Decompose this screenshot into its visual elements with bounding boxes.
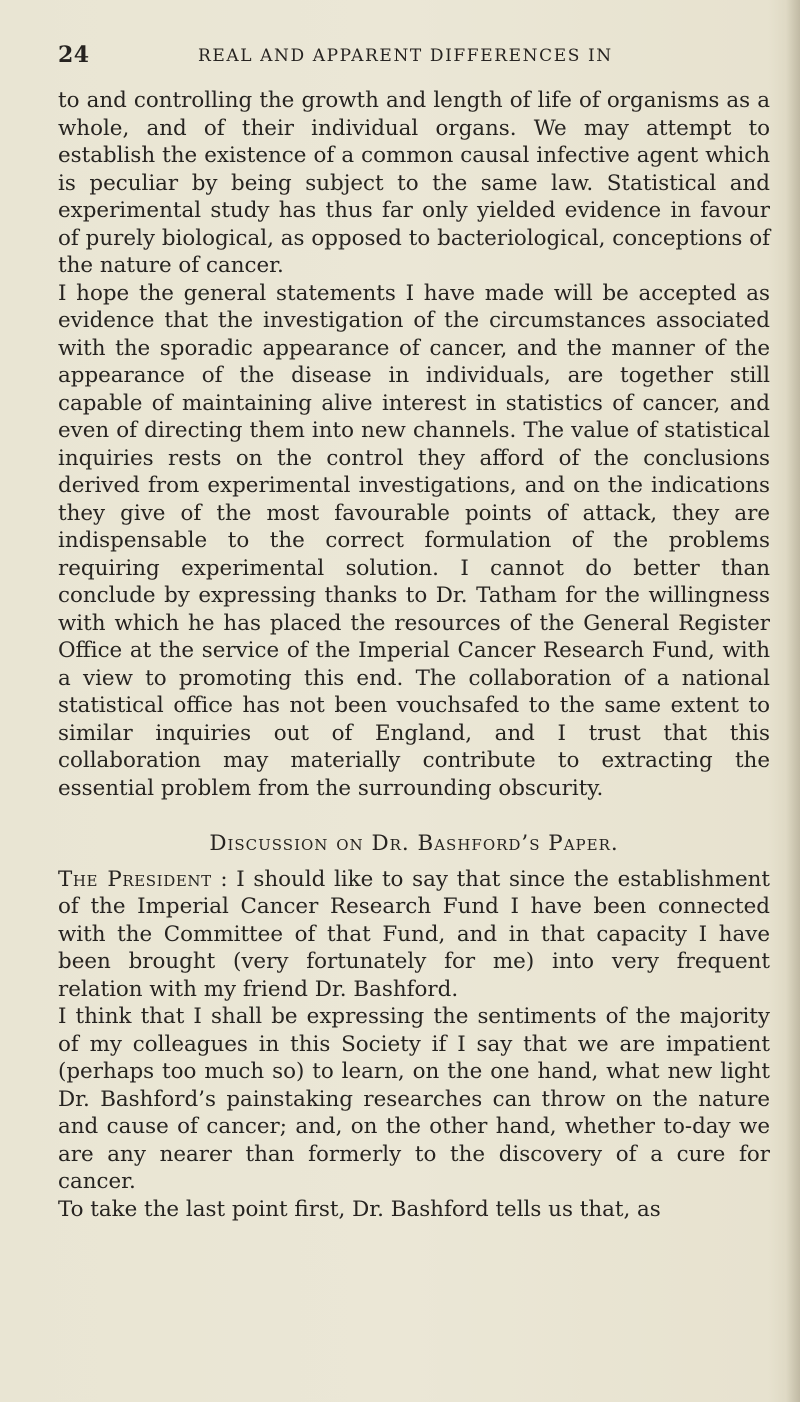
page-number: 24 — [58, 42, 90, 68]
page-edge-shadow — [786, 0, 800, 1402]
body-text — [58, 87, 770, 1223]
paragraph-2: I hope the general statements I have made will be accepted as evidence that the investigation of the circumstances associated with the sporadic appearance of cancer, and the manner of the appearance of the disease in individuals, are together still capable of maintaining alive interest in statistics of cancer, and even of directing them into new channels. The value of statistical inquiries rests on the control they afford of the conclusions derived from experimental investigations, and on the indications they give of the most favourable points of attack, they are indispensable to the correct formulation of the problems requiring experimental solution. I cannot do better than conclude by expressing thanks to Dr. Tatham for the willingness with which he has placed the resources of the General Register Office at the service of the Imperial Cancer Research Fund, with a view to promoting this end. The collaboration of a national statistical office has not been vouchsafed to the same extent to similar inquiries out of England, and I trust that this collaboration may materially contribute to extracting the essential problem from the surrounding obscurity. — [58, 280, 770, 801]
discussion-paragraph-1-text: I should like to say that since the establishment of the Imperial Cancer Research Fund I have been connected with the Committee of that Fund, and in that capacity I have been brought (very fortunately for me) into very frequent relation with my friend Dr. Bashford. — [58, 866, 771, 1002]
speaker-name: The President — [58, 866, 212, 892]
discussion-paragraph-1 — [58, 866, 770, 1004]
discussion-heading: Discussion on Dr. Bashford’s Paper. — [209, 831, 619, 856]
paragraph-1: to and controlling the growth and length of life of organisms as a whole, and of their individual organs. We may attempt to establish the existence of a common causal infective agent which is peculiar by being subject to the same law. Statistical and experimental study has thus far only yielded evidence in favour of purely biological, as opposed to bacteriological, conceptions of the nature of cancer. — [58, 88, 770, 278]
discussion-paragraph-2: I think that I shall be expressing the sentiments of the majority of my colleagues in this Society if I say that we are impatient (perhaps too much so) to learn, on the one hand, what new light Dr. Bashford’s painstaking researches can throw on the nature and cause of cancer; and, on the other hand, whether to-day we are any nearer than formerly to the discovery of a cure for cancer. — [58, 1004, 770, 1194]
running-title: REAL AND APPARENT DIFFERENCES IN — [198, 46, 613, 66]
running-head — [58, 42, 758, 72]
discussion-paragraph-3: To take the last point first, Dr. Bashford tells us that, as — [58, 1196, 661, 1222]
speaker-separator: : — [211, 866, 237, 892]
